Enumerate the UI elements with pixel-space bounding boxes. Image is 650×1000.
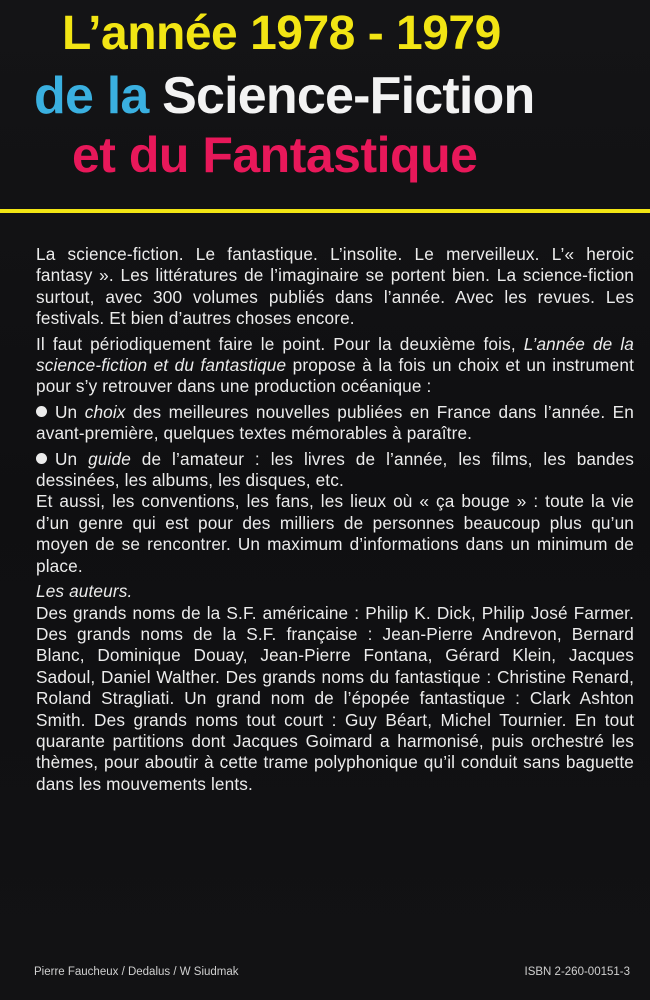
isbn-number: ISBN 2-260-00151-3 <box>524 966 630 978</box>
design-credits: Pierre Faucheux / Dedalus / W Siudmak <box>34 966 239 978</box>
bullet-item-choix: Un choix des meilleures nouvelles publiées en France dans l’année. En avant-première, quelques textes mémorables à paraître. <box>36 401 634 444</box>
blurb-text <box>36 244 634 799</box>
bullet-item-guide: Un guide de l’amateur : les livres de l’année, les films, les bandes dessinées, les albums, les disques, etc. <box>36 448 634 491</box>
authors-heading: Les auteurs. <box>36 581 133 602</box>
blurb-paragraph-authors: Des grands noms de la S.F. américaine : Philip K. Dick, Philip José Farmer. Des grands noms de la S.F. française : Jean-Pierre Andrevon, Bernard Blanc, Dominique Douay, Jean-Pierre Fontana, Gérard Klein, Jacques Sadoul, Daniel Walther. Des grands noms du fantastique : Christine Renard, Roland Stragliati. Un grand nom de l’épopée fantastique : Clark Ashton Smith. Des grands noms tout court : Guy Béart, Michel Tournier. En tout quarante partitions dont Jacques Goimard a harmonisé, puis orchestré les thèmes, pour aboutir à cette trame polyphonique qu’il conduit sans baguette dans les mouvements lents. <box>36 602 634 794</box>
blurb-paragraph-conventions: Et aussi, les conventions, les fans, les lieux où « ça bouge » : toute la vie d’un genre qui est pour des milliers de personnes beaucoup plus qu’un moyen de se rencontrer. Un maximum d’informations dans un minimum de place. <box>36 491 634 576</box>
blurb-paragraph-point: Il faut périodiquement faire le point. Pour la deuxième fois, L’année de la science-fiction et du fantastique propose à la fois un choix et un instrument pour s’y retrouver dans une production océanique : <box>36 333 634 397</box>
blurb-paragraph-intro: La science-fiction. Le fantastique. L’insolite. Le merveilleux. L’« heroic fantasy ». Les littératures de l’imaginaire se portent bien. La science-fiction surtout, avec 300 volumes publiés dans l’année. Avec les revues. Les festivals. Et bien d’autres choses encore. <box>36 244 634 329</box>
book-title-italic: L’année de la science-fiction et du fantastique <box>36 333 634 376</box>
bullet-icon <box>36 453 47 464</box>
yellow-divider-rule <box>0 209 650 213</box>
title-line-year: L’année 1978 - 1979 <box>62 7 501 60</box>
title-de-la: de la <box>34 67 149 125</box>
title-line-science-fiction <box>34 67 535 125</box>
bullet-icon <box>36 406 47 417</box>
title-line-fantastique: et du Fantastique <box>72 127 478 183</box>
title-science-fiction: Science-Fiction <box>162 67 535 125</box>
